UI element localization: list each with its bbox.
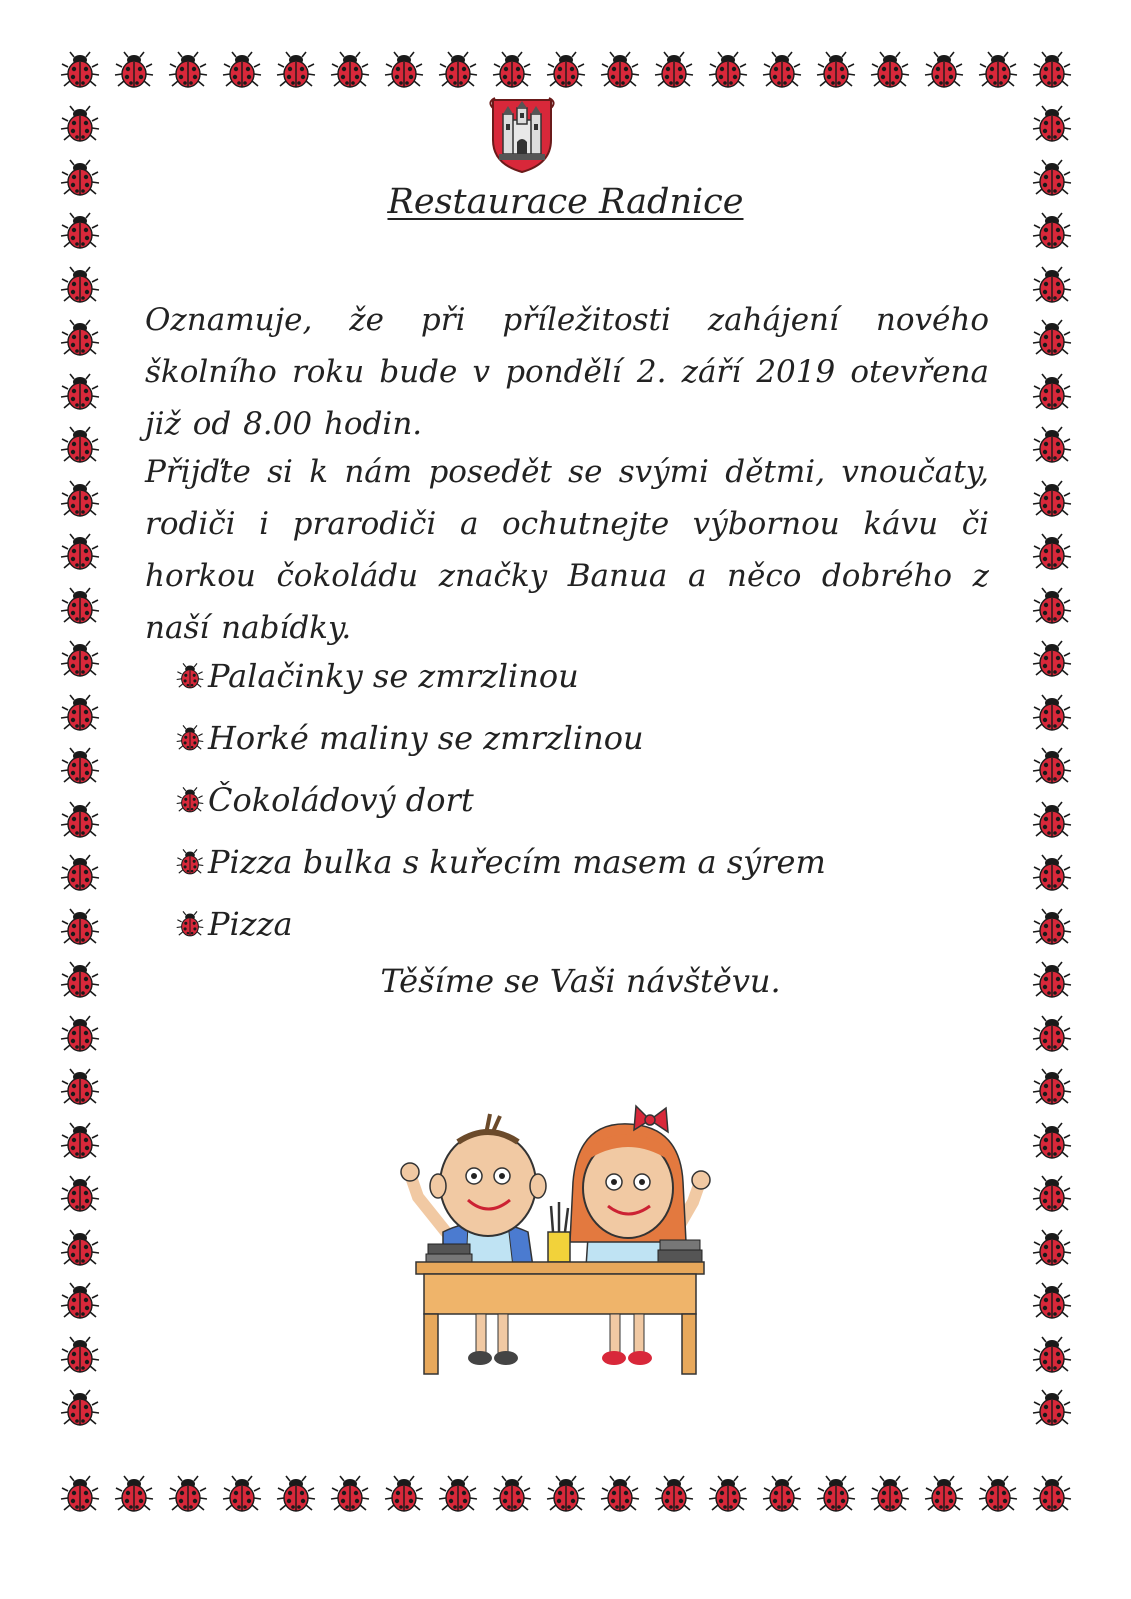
ladybug-icon — [114, 50, 154, 90]
ladybug-icon — [60, 1388, 100, 1428]
ladybug-icon — [222, 1474, 262, 1514]
ladybug-icon — [60, 372, 100, 412]
invitation-paragraph: Přijďte si k nám posedět se svými dětmi, vnoučaty, rodiči i prarodiči a ochutnejte výbornou kávu či horkou čokoládu značky Banua a něco dobrého z naší nabídky. — [145, 454, 989, 646]
menu-item-label: Palačinky se zmrzlinou — [208, 657, 579, 695]
coat-of-arms-icon — [489, 96, 555, 174]
ladybug-icon — [1032, 639, 1072, 679]
ladybug-icon — [60, 532, 100, 572]
ladybug-icon — [1032, 1474, 1072, 1514]
ladybug-icon — [924, 1474, 964, 1514]
ladybug-icon — [60, 1228, 100, 1268]
ladybug-icon — [384, 50, 424, 90]
ladybug-icon — [60, 265, 100, 305]
ladybug-icon — [60, 907, 100, 947]
children-at-desk-illustration — [388, 1102, 728, 1382]
ladybug-icon — [176, 662, 204, 690]
ladybug-icon — [1032, 1121, 1072, 1161]
ladybug-icon — [176, 724, 204, 752]
ladybug-icon — [1032, 50, 1072, 90]
ladybug-icon — [492, 50, 532, 90]
ladybug-icon — [222, 50, 262, 90]
ladybug-icon — [330, 1474, 370, 1514]
ladybug-icon — [1032, 1335, 1072, 1375]
ladybug-icon — [1032, 800, 1072, 840]
ladybug-icon — [276, 50, 316, 90]
ladybug-icon — [492, 1474, 532, 1514]
ladybug-icon — [1032, 1281, 1072, 1321]
ladybug-icon — [60, 1474, 100, 1514]
ladybug-icon — [546, 1474, 586, 1514]
ladybug-icon — [1032, 372, 1072, 412]
ladybug-icon — [924, 50, 964, 90]
ladybug-icon — [276, 1474, 316, 1514]
menu-item-label: Čokoládový dort — [208, 781, 474, 819]
menu-item-label: Horké maliny se zmrzlinou — [208, 719, 644, 757]
ladybug-icon — [762, 50, 802, 90]
ladybug-icon — [60, 1121, 100, 1161]
ladybug-icon — [708, 50, 748, 90]
menu-item — [176, 712, 826, 774]
ladybug-icon — [762, 1474, 802, 1514]
closing-text: Těšíme se Vaši návštěvu. — [380, 962, 781, 1000]
menu-item — [176, 836, 826, 898]
ladybug-icon — [1032, 1388, 1072, 1428]
ladybug-icon — [816, 50, 856, 90]
ladybug-icon — [870, 1474, 910, 1514]
page-title: Restaurace Radnice — [387, 182, 744, 222]
ladybug-icon — [60, 104, 100, 144]
ladybug-icon — [1032, 1174, 1072, 1214]
ladybug-icon — [978, 50, 1018, 90]
ladybug-icon — [1032, 853, 1072, 893]
ladybug-icon — [60, 1014, 100, 1054]
ladybug-icon — [60, 693, 100, 733]
ladybug-icon — [654, 1474, 694, 1514]
ladybug-icon — [600, 50, 640, 90]
ladybug-icon — [438, 1474, 478, 1514]
menu-item — [176, 650, 826, 712]
ladybug-icon — [168, 50, 208, 90]
ladybug-icon — [1032, 318, 1072, 358]
ladybug-icon — [60, 479, 100, 519]
ladybug-icon — [60, 318, 100, 358]
ladybug-icon — [1032, 265, 1072, 305]
ladybug-icon — [1032, 1067, 1072, 1107]
ladybug-icon — [60, 639, 100, 679]
ladybug-icon — [176, 848, 204, 876]
ladybug-icon — [168, 1474, 208, 1514]
ladybug-icon — [1032, 586, 1072, 626]
ladybug-icon — [384, 1474, 424, 1514]
ladybug-icon — [870, 50, 910, 90]
ladybug-icon — [1032, 693, 1072, 733]
ladybug-icon — [978, 1474, 1018, 1514]
ladybug-icon — [330, 50, 370, 90]
menu-list — [176, 650, 826, 960]
menu-item-label: Pizza bulka s kuřecím masem a sýrem — [208, 843, 826, 881]
ladybug-icon — [60, 746, 100, 786]
menu-item — [176, 774, 826, 836]
ladybug-icon — [60, 853, 100, 893]
ladybug-icon — [546, 50, 586, 90]
ladybug-icon — [708, 1474, 748, 1514]
ladybug-icon — [1032, 104, 1072, 144]
menu-item — [176, 898, 826, 960]
ladybug-icon — [60, 1067, 100, 1107]
ladybug-icon — [438, 50, 478, 90]
ladybug-icon — [1032, 425, 1072, 465]
ladybug-icon — [114, 1474, 154, 1514]
menu-item-label: Pizza — [208, 905, 293, 943]
ladybug-icon — [176, 910, 204, 938]
ladybug-icon — [1032, 532, 1072, 572]
ladybug-icon — [654, 50, 694, 90]
ladybug-icon — [1032, 746, 1072, 786]
ladybug-icon — [1032, 1014, 1072, 1054]
ladybug-icon — [60, 1335, 100, 1375]
ladybug-icon — [1032, 479, 1072, 519]
ladybug-icon — [1032, 1228, 1072, 1268]
ladybug-icon — [600, 1474, 640, 1514]
ladybug-icon — [176, 786, 204, 814]
ladybug-icon — [60, 586, 100, 626]
ladybug-icon — [60, 425, 100, 465]
ladybug-icon — [1032, 907, 1072, 947]
ladybug-icon — [60, 1281, 100, 1321]
ladybug-icon — [60, 800, 100, 840]
ladybug-icon — [816, 1474, 856, 1514]
ladybug-icon — [60, 50, 100, 90]
ladybug-icon — [60, 1174, 100, 1214]
announcement-paragraph: Oznamuje, že při příležitosti zahájení nového školního roku bude v pondělí 2. září 2019 otevřena již od 8.00 hodin. — [145, 302, 989, 442]
